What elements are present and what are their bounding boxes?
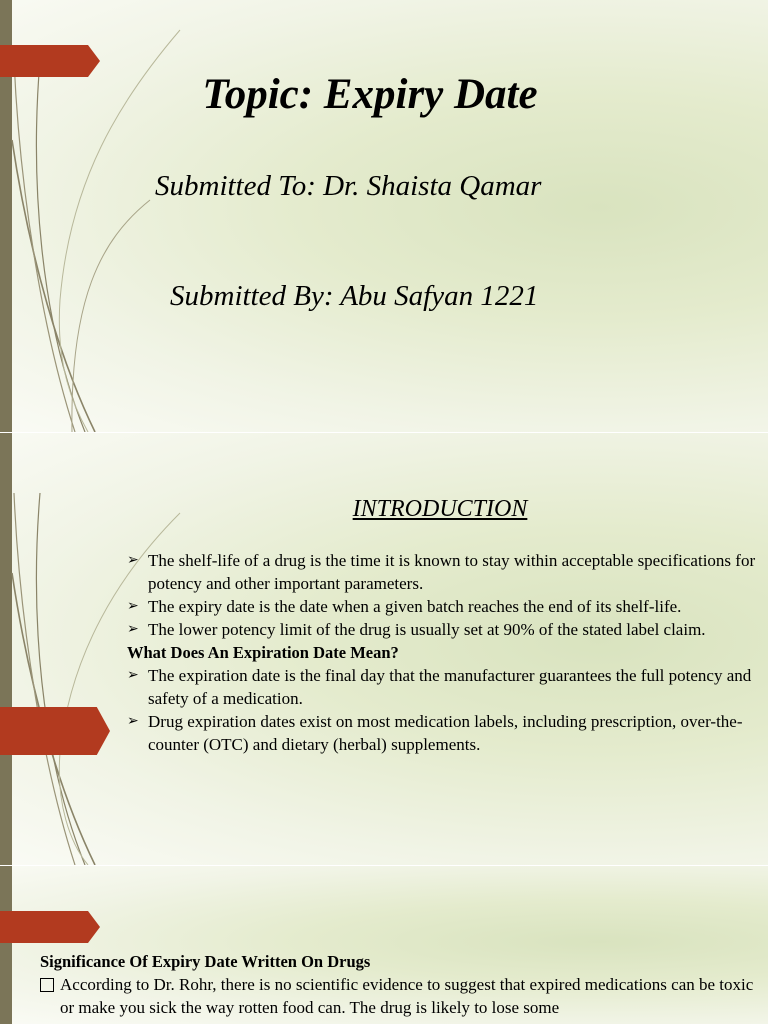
arrow-bullet-icon: ➢: [127, 667, 139, 683]
square-bullet-icon: [40, 978, 54, 992]
bullet-text: Drug expiration dates exist on most medication labels, including prescription, over-the-counter (OTC) and dietary (herbal) supplements.: [148, 712, 743, 754]
list-item: [127, 664, 757, 710]
section-heading: INTRODUCTION: [352, 496, 528, 522]
slide-introduction: [0, 433, 768, 865]
slide-title: [0, 0, 768, 432]
arrow-bullet-icon: ➢: [127, 713, 139, 729]
submitted-by: Submitted By: Abu Safyan 1221: [170, 280, 539, 312]
page-title: Topic: Expiry Date: [202, 71, 538, 118]
list-item: [127, 549, 757, 595]
arrow-bullet-icon: ➢: [127, 552, 139, 568]
accent-tab: [0, 707, 110, 755]
accent-tab: [0, 911, 100, 943]
submitted-to: Submitted To: Dr. Shaista Qamar: [155, 170, 542, 202]
left-bar: [0, 866, 12, 1024]
list-item: [127, 618, 757, 641]
bullet-text: The expiry date is the date when a given batch reaches the end of its shelf-life.: [148, 597, 682, 616]
bullet-text: The shelf-life of a drug is the time it is known to stay within acceptable specifications for potency and other important parameters.: [148, 551, 756, 593]
arrow-bullet-icon: ➢: [127, 621, 139, 637]
subheading: Significance Of Expiry Date Written On Drugs: [40, 952, 371, 971]
slide-significance: [0, 866, 768, 1024]
bullet-text: The expiration date is the final day that the manufacturer guarantees the full potency and safety of a medication.: [148, 666, 752, 708]
subheading: What Does An Expiration Date Mean?: [127, 643, 399, 662]
bullet-text: According to Dr. Rohr, there is no scientific evidence to suggest that expired medications can be toxic or make you sick the way rotten food can. The drug is likely to lose some: [60, 975, 754, 1017]
bullet-text: The lower potency limit of the drug is usually set at 90% of the stated label claim.: [148, 620, 706, 639]
list-item: [127, 710, 757, 756]
arrow-bullet-icon: ➢: [127, 598, 139, 614]
significance-content: [40, 950, 760, 1019]
list-item: [127, 595, 757, 618]
list-item: [40, 973, 760, 1019]
intro-content: [127, 549, 757, 756]
